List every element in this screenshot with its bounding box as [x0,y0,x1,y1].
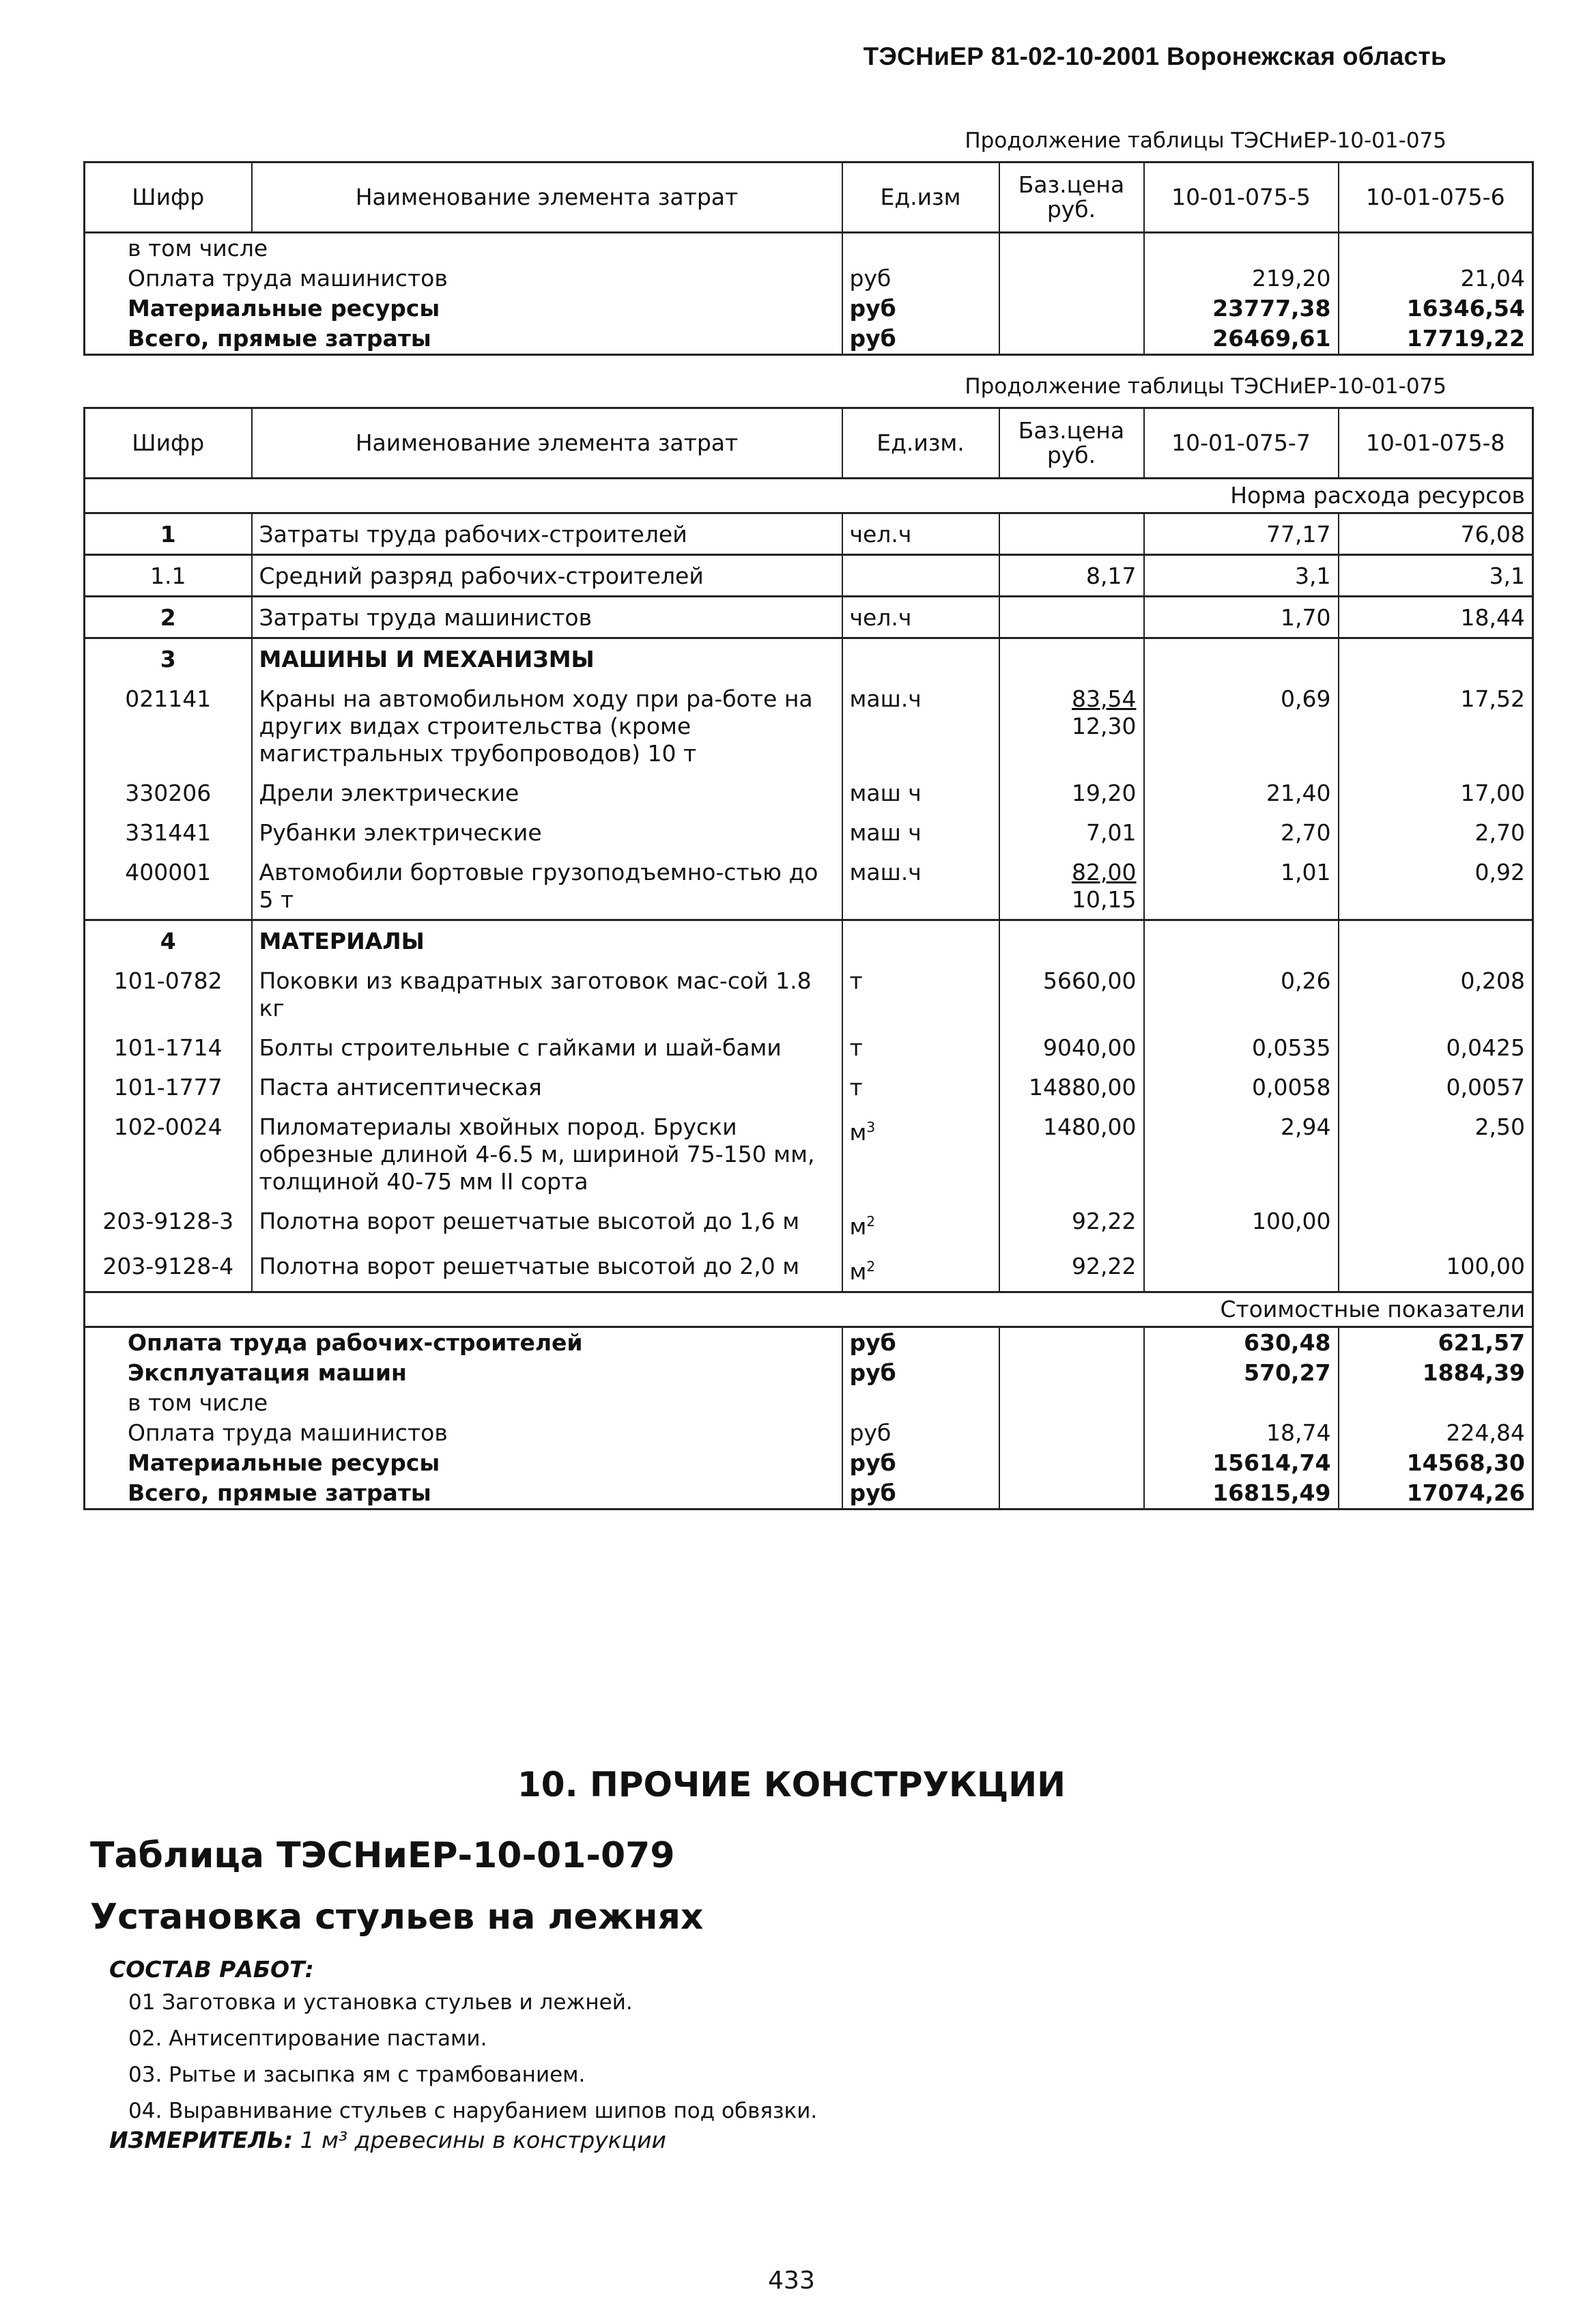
cell-v1: 15614,74 [1144,1448,1339,1478]
document-header: ТЭСНиЕР 81-02-10-2001 Воронежская область [863,42,1446,70]
table1 [83,161,1534,356]
table-row [85,1028,1533,1067]
cell-unit [842,233,999,264]
cell-name: Материальные ресурсы [85,294,842,324]
cell-price: 19,20 [999,773,1144,812]
cell-unit: руб [842,1418,999,1448]
cell-unit: т [842,961,999,1028]
price-numerator: 82,00 [1072,859,1137,885]
cell-unit: руб [842,1478,999,1510]
izm-label: ИЗМЕРИТЕЛЬ: [109,2127,294,2153]
cell-name: в том числе [85,233,842,264]
cell-v1: 77,17 [1144,513,1339,555]
work-item: 02. Антисептирование пастами. [128,2026,487,2051]
cell-name: МАТЕРИАЛЫ [252,920,842,961]
col-price: Баз.цена руб. [999,162,1144,233]
cell-code: 3 [85,638,252,679]
cell-price [999,1478,1144,1510]
col-v1: 10-01-075-7 [1144,408,1339,479]
cell-name: Рубанки электрические [252,812,842,852]
cell-v1 [1144,1246,1339,1292]
cell-v2: 0,0425 [1339,1028,1533,1067]
cell-unit [842,920,999,961]
cell-code: 203-9128-3 [85,1201,252,1246]
table-row [85,1201,1533,1246]
cell-unit: $м^3$ [842,1107,999,1201]
table-row [85,812,1533,852]
cell-v2: 2,50 [1339,1107,1533,1201]
cell-unit [842,638,999,679]
cell-price [999,597,1144,638]
cell-v2: 18,44 [1339,597,1533,638]
cell-price [999,264,1144,294]
cell-name: в том числе [85,1388,842,1418]
cell-v2: 16346,54 [1339,294,1533,324]
cell-v2 [1339,1201,1533,1246]
cell-code: 400001 [85,852,252,920]
cell-v2: 21,04 [1339,264,1533,294]
cell-price [999,679,1144,773]
cell-price [999,294,1144,324]
table-row [85,1388,1533,1418]
col-name: Наименование элемента затрат [252,408,842,479]
cell-code: 203-9128-4 [85,1246,252,1292]
cell-unit: маш ч [842,812,999,852]
cell-v2 [1339,233,1533,264]
cell-name: Дрели электрические [252,773,842,812]
table-row [85,1448,1533,1478]
cell-v1: 18,74 [1144,1418,1339,1448]
cell-name: Всего, прямые затраты [85,324,842,355]
cell-code: 102-0024 [85,1107,252,1201]
cell-name: Оплата труда машинистов [85,1418,842,1448]
table-row [85,1478,1533,1510]
cell-v1 [1144,233,1339,264]
price-denominator: 12,30 [1072,713,1137,739]
cell-unit: руб [842,324,999,355]
cell-price [999,1448,1144,1478]
cell-code: 101-1714 [85,1028,252,1067]
cell-name: Автомобили бортовые грузоподъемно-стью до 5 т [252,852,842,920]
cell-unit: т [842,1028,999,1067]
cell-price: 7,01 [999,812,1144,852]
cell-v2 [1339,1388,1533,1418]
cell-price: 1480,00 [999,1107,1144,1201]
table-row [85,920,1533,961]
table-row [85,961,1533,1028]
cell-v2: 621,57 [1339,1327,1533,1359]
cell-v2: 100,00 [1339,1246,1533,1292]
cell-code: 331441 [85,812,252,852]
cell-unit: руб [842,264,999,294]
cell-price [999,233,1144,264]
table-row [85,513,1533,555]
cell-unit: руб [842,1448,999,1478]
cell-v1: 2,94 [1144,1107,1339,1201]
col-unit: Ед.изм. [842,408,999,479]
cell-unit [842,1388,999,1418]
col-v2: 10-01-075-6 [1339,162,1533,233]
cell-v2: 3,1 [1339,555,1533,597]
izm-value: 1 м³ древесины в конструкции [300,2127,666,2153]
section-title: 10. ПРОЧИЕ КОНСТРУКЦИИ [517,1765,1066,1804]
cell-price [999,1327,1144,1359]
norm-label: Норма расхода ресурсов [85,479,1533,513]
cell-price [999,324,1144,355]
cell-price [999,920,1144,961]
cell-code: 330206 [85,773,252,812]
table2 [83,407,1534,1510]
table-row [85,773,1533,812]
page-number: 433 [768,2267,815,2295]
col-code: Шифр [85,408,252,479]
cell-price: 8,17 [999,555,1144,597]
cell-v2: 2,70 [1339,812,1533,852]
cell-price [999,513,1144,555]
table-row [85,324,1533,355]
cell-name: Паста антисептическая [252,1067,842,1107]
cell-unit: руб [842,1327,999,1359]
table-row [85,1358,1533,1388]
cell-v1: 219,20 [1144,264,1339,294]
cell-price: 92,22 [999,1201,1144,1246]
table2-header-row [85,408,1533,479]
cell-v1 [1144,920,1339,961]
cell-v1: 630,48 [1144,1327,1339,1359]
cell-price: 5660,00 [999,961,1144,1028]
cell-v2: 224,84 [1339,1418,1533,1448]
cell-code: 2 [85,597,252,638]
table-row [85,679,1533,773]
cell-unit: маш ч [842,773,999,812]
cell-v2: 17074,26 [1339,1478,1533,1510]
price-numerator: 83,54 [1072,685,1137,712]
table1-continuation: Продолжение таблицы ТЭСНиЕР-10-01-075 [965,128,1446,153]
table-row [85,1067,1533,1107]
norm-label-row [85,479,1533,513]
cell-v1 [1144,1388,1339,1418]
col-v2: 10-01-075-8 [1339,408,1533,479]
cell-v1: 21,40 [1144,773,1339,812]
sostav-label: СОСТАВ РАБОТ: [109,1956,314,1983]
cell-code: 1 [85,513,252,555]
cell-name: Всего, прямые затраты [85,1478,842,1510]
cell-v1: 0,0058 [1144,1067,1339,1107]
cell-v2: 76,08 [1339,513,1533,555]
cell-unit: $м^2$ [842,1246,999,1292]
table-row [85,294,1533,324]
cell-code: 101-1777 [85,1067,252,1107]
cell-v2: 0,92 [1339,852,1533,920]
cell-price [999,638,1144,679]
table-name: Установка стульев на лежнях [90,1897,704,1938]
cell-code: 021141 [85,679,252,773]
cell-unit: $м^2$ [842,1201,999,1246]
cell-v1: 100,00 [1144,1201,1339,1246]
cell-unit: маш.ч [842,852,999,920]
col-unit: Ед.изм [842,162,999,233]
cell-unit: маш.ч [842,679,999,773]
cell-price: 9040,00 [999,1028,1144,1067]
cell-name: Затраты труда машинистов [252,597,842,638]
price-denominator: 10,15 [1072,886,1137,913]
cell-v1 [1144,638,1339,679]
cell-unit: т [842,1067,999,1107]
col-name: Наименование элемента затрат [252,162,842,233]
cell-name: Оплата труда машинистов [85,264,842,294]
cell-v2: 0,208 [1339,961,1533,1028]
table-row [85,1246,1533,1292]
cell-v1: 570,27 [1144,1358,1339,1388]
cell-name: Болты строительные с гайками и шай-бами [252,1028,842,1067]
cell-v1: 3,1 [1144,555,1339,597]
cell-code: 4 [85,920,252,961]
cell-unit [842,555,999,597]
cell-price: 92,22 [999,1246,1144,1292]
table-row [85,638,1533,679]
table-title: Таблица ТЭСНиЕР-10-01-079 [90,1835,675,1876]
cell-v1: 0,26 [1144,961,1339,1028]
izmeritel [109,2127,666,2153]
col-price: Баз.цена руб. [999,408,1144,479]
table-row [85,1107,1533,1201]
cell-name: Поковки из квадратных заготовок мас-сой 1.8 кг [252,961,842,1028]
cell-name: Затраты труда рабочих-строителей [252,513,842,555]
table2-continuation: Продолжение таблицы ТЭСНиЕР-10-01-075 [965,374,1446,399]
cell-v2: 0,0057 [1339,1067,1533,1107]
table-row [85,264,1533,294]
col-code: Шифр [85,162,252,233]
col-v1: 10-01-075-5 [1144,162,1339,233]
cell-v1: 1,70 [1144,597,1339,638]
cell-name: Материальные ресурсы [85,1448,842,1478]
table-row [85,233,1533,264]
cell-v1: 0,69 [1144,679,1339,773]
cell-v2: 1884,39 [1339,1358,1533,1388]
table1-header-row [85,162,1533,233]
table-row [85,852,1533,920]
cost-label: Стоимостные показатели [85,1292,1533,1327]
cell-name: МАШИНЫ И МЕХАНИЗМЫ [252,638,842,679]
cell-unit: чел.ч [842,597,999,638]
cell-code: 1.1 [85,555,252,597]
cell-price [999,1388,1144,1418]
table-row [85,555,1533,597]
cell-name: Средний разряд рабочих-строителей [252,555,842,597]
cell-v1: 2,70 [1144,812,1339,852]
cell-v1: 16815,49 [1144,1478,1339,1510]
cell-name: Полотна ворот решетчатые высотой до 2,0 м [252,1246,842,1292]
table-row [85,1418,1533,1448]
work-item: 04. Выравнивание стульев с нарубанием шипов под обвязки. [128,2099,818,2123]
cell-v2: 17719,22 [1339,324,1533,355]
cell-v2: 14568,30 [1339,1448,1533,1478]
cell-price: 14880,00 [999,1067,1144,1107]
cell-unit: руб [842,1358,999,1388]
table-row [85,1327,1533,1359]
cell-name: Полотна ворот решетчатые высотой до 1,6 м [252,1201,842,1246]
cell-v1: 0,0535 [1144,1028,1339,1067]
cell-price [999,1418,1144,1448]
cell-price [999,852,1144,920]
cell-v2 [1339,920,1533,961]
cell-price [999,1358,1144,1388]
work-item: 03. Рытье и засыпка ям с трамбованием. [128,2063,586,2087]
cell-v1: 23777,38 [1144,294,1339,324]
cell-v2 [1339,638,1533,679]
table-row [85,597,1533,638]
cell-name: Краны на автомобильном ходу при ра-боте на других видах строительства (кроме магистральных трубопроводов) 10 т [252,679,842,773]
cell-v2: 17,00 [1339,773,1533,812]
cell-v1: 26469,61 [1144,324,1339,355]
cell-name: Оплата труда рабочих-строителей [85,1327,842,1359]
cost-label-row [85,1292,1533,1327]
cell-name: Пиломатериалы хвойных пород. Бруски обрезные длиной 4-6.5 м, шириной 75-150 мм, толщиной 40-75 мм II сорта [252,1107,842,1201]
cell-unit: чел.ч [842,513,999,555]
cell-v2: 17,52 [1339,679,1533,773]
cell-unit: руб [842,294,999,324]
cell-code: 101-0782 [85,961,252,1028]
cell-name: Эксплуатация машин [85,1358,842,1388]
cell-v1: 1,01 [1144,852,1339,920]
work-item: 01 Заготовка и установка стульев и лежней. [128,1990,633,2015]
